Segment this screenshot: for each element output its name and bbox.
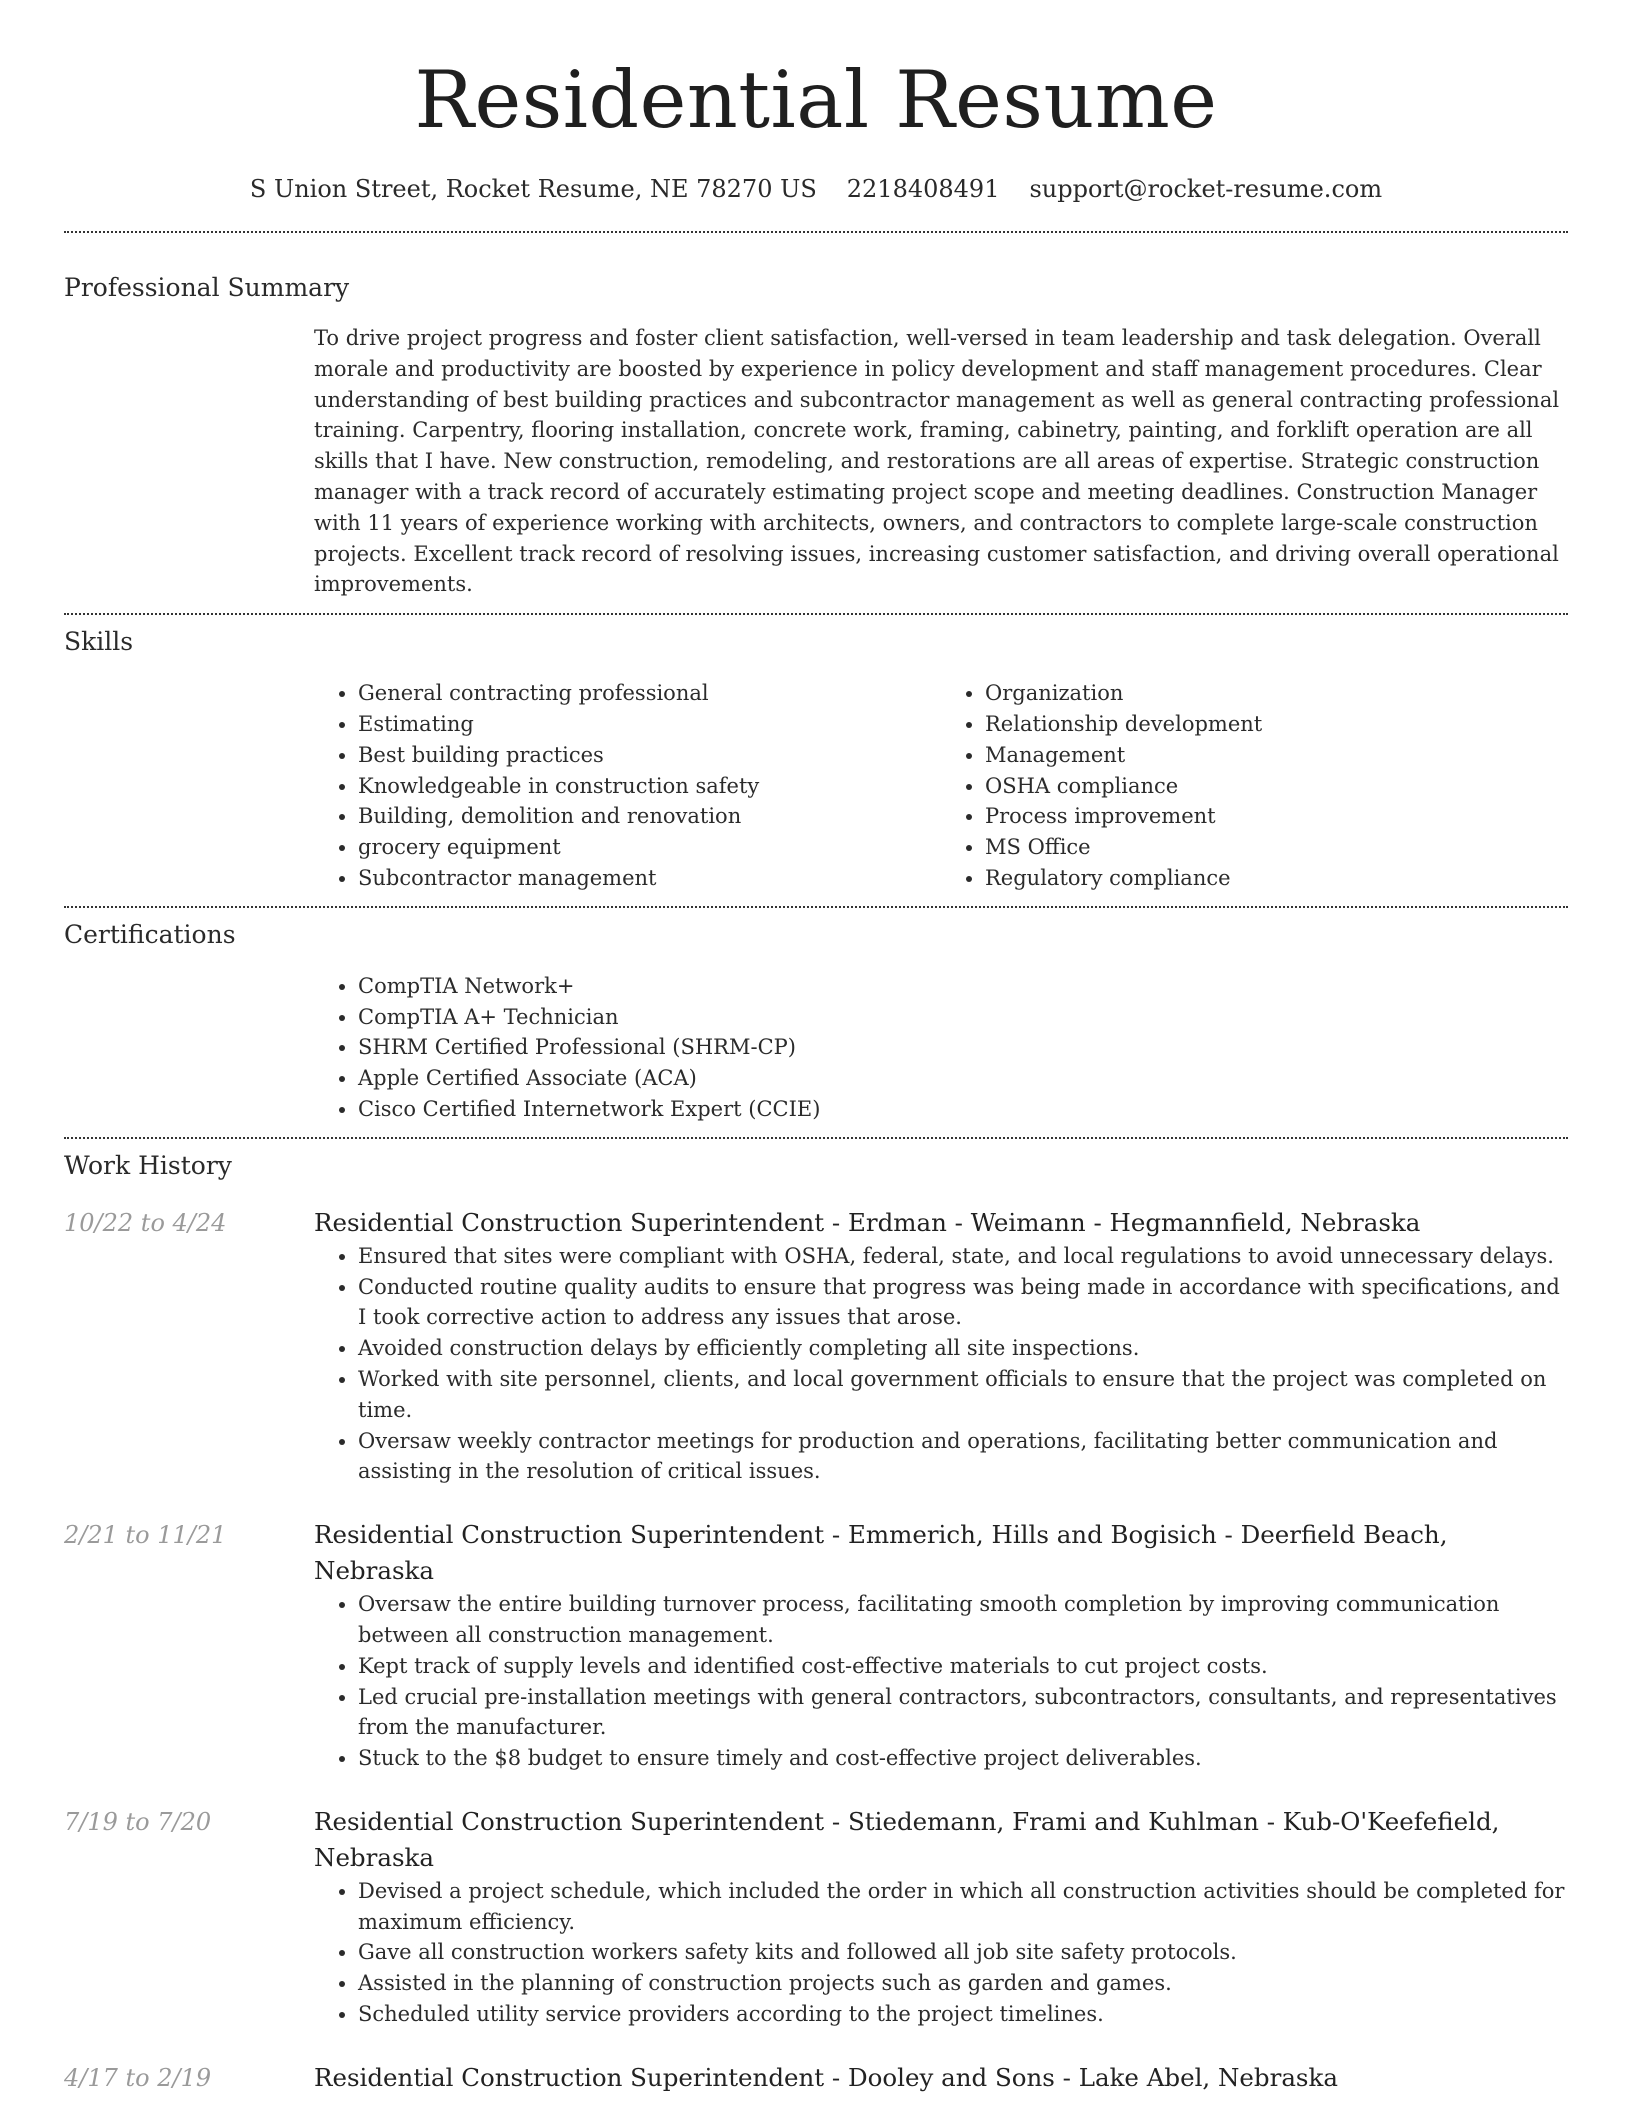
job-details [314, 1804, 1568, 2030]
work-heading: Work History [64, 1150, 232, 1180]
job-bullet: • Oversaw weekly contractor meetings for production and operations, facilitating better communication and assisting in the resolution of critical issues. [358, 1426, 1568, 1488]
job-title: Residential Construction Superintendent - Emmerich, Hills and Bogisich - Deerfield Beach, Nebraska [314, 1520, 1448, 1586]
section-divider [64, 1137, 1568, 1139]
skill-item: • Knowledgeable in construction safety [358, 771, 941, 802]
section-divider [64, 613, 1568, 615]
skills-list-right [941, 678, 1568, 894]
job-bullet: • Stuck to the $8 budget to ensure timely and cost-effective project deliverables. [358, 1743, 1568, 1774]
job-title: Residential Construction Superintendent - Stiedemann, Frami and Kuhlman - Kub-O'Keefefield, Nebraska [314, 1806, 1500, 1872]
job-bullet: • Kept track of supply levels and identified cost-effective materials to cut project costs. [358, 1651, 1568, 1682]
summary-text: To drive project progress and foster client satisfaction, well-versed in team leadership and task delegation. Overall morale and productivity are boosted by experience in policy development and staff management procedures. Clear understanding of best building practices and subcontractor management as well as general contracting professional training. Carpentry, flooring installation, concrete work, framing, cabinetry, painting, and forklift operation are all skills that I have. New construction, remodeling, and restorations are all areas of expertise. Strategic construction manager with a track record of accurately estimating project scope and meeting deadlines. Construction Manager with 11 years of experience working with architects, owners, and contractors to complete large-scale construction projects. Excellent track record of resolving issues, increasing customer satisfaction, and driving overall operational improvements. [314, 326, 1560, 597]
skill-item: • grocery equipment [358, 832, 941, 863]
job-entry [64, 1804, 1568, 2030]
certifications-heading: Certifications [64, 919, 236, 949]
skill-item: • Building, demolition and renovation [358, 801, 941, 832]
job-bullet: • Worked with site personnel, clients, and local government officials to ensure that the project was completed on time. [358, 1364, 1568, 1426]
job-bullet: • Gave all construction workers safety kits and followed all job site safety protocols. [358, 1937, 1568, 1968]
skills-section [0, 625, 1632, 894]
skill-item: • OSHA compliance [985, 771, 1568, 802]
job-title: Residential Construction Superintendent - Erdman - Weimann - Hegmannfield, Nebraska [314, 1207, 1421, 1237]
contact-phone: 2218408491 [846, 175, 1000, 203]
resume-title: Residential Resume [414, 54, 1218, 146]
skill-item: • Regulatory compliance [985, 863, 1568, 894]
skill-item: • MS Office [985, 832, 1568, 863]
contact-line [0, 172, 1632, 206]
contact-address: S Union Street, Rocket Resume, NE 78270 US [249, 175, 817, 203]
skill-item: • Organization [985, 678, 1568, 709]
job-bullet: • Avoided construction delays by efficiently completing all site inspections. [358, 1333, 1568, 1364]
certification-item: • CompTIA Network+ [358, 971, 1568, 1002]
job-dates: 2/21 to 11/21 [64, 1521, 227, 1550]
job-bullet: • Conducted routine quality audits to ensure that progress was being made in accordance with specifications, and I took corrective action to address any issues that arose. [358, 1272, 1568, 1334]
job-entry [64, 1517, 1568, 1774]
job-bullet: • Devised a project schedule, which included the order in which all construction activities should be completed for maximum efficiency. [358, 1876, 1568, 1938]
job-dates: 4/17 to 2/19 [64, 2063, 212, 2092]
job-bullet: • Scheduled utility service providers according to the project timelines. [358, 1999, 1568, 2030]
work-section [0, 1149, 1632, 2096]
contact-email: support@rocket-resume.com [1029, 175, 1383, 203]
job-bullet: • Oversaw the entire building turnover process, facilitating smooth completion by improving communication between all construction management. [358, 1589, 1568, 1651]
certification-item: • SHRM Certified Professional (SHRM-CP) [358, 1032, 1568, 1063]
job-bullet: • Assisted in the planning of construction projects such as garden and games. [358, 1968, 1568, 1999]
job-bullet: • Led crucial pre-installation meetings with general contractors, subcontractors, consultants, and representatives from the manufacturer. [358, 1682, 1568, 1744]
section-divider [64, 231, 1568, 233]
skill-item: • Estimating [358, 709, 941, 740]
certification-item: • Cisco Certified Internetwork Expert (CCIE) [358, 1094, 1568, 1125]
skills-list-left [314, 678, 941, 894]
summary-heading: Professional Summary [64, 273, 350, 302]
skills-heading: Skills [64, 627, 134, 657]
job-entry [64, 2060, 1568, 2096]
job-bullets [314, 1876, 1568, 2030]
skill-item: • Best building practices [358, 740, 941, 771]
job-details [314, 1517, 1568, 1774]
summary-section [0, 271, 1632, 600]
job-details [314, 1205, 1568, 1487]
job-bullets [314, 1589, 1568, 1774]
certifications-section [0, 918, 1632, 1125]
job-dates: 7/19 to 7/20 [64, 1807, 212, 1836]
skills-columns [314, 678, 1568, 894]
skill-item: • Relationship development [985, 709, 1568, 740]
job-details [314, 2060, 1568, 2096]
skill-item: • Subcontractor management [358, 863, 941, 894]
job-bullets [314, 1241, 1568, 1487]
certifications-list [314, 971, 1568, 1125]
certification-item: • CompTIA A+ Technician [358, 1002, 1568, 1033]
section-divider [64, 906, 1568, 908]
certifications-body [314, 971, 1568, 1125]
skill-item: • General contracting professional [358, 678, 941, 709]
skill-item: • Process improvement [985, 801, 1568, 832]
job-title: Residential Construction Superintendent - Dooley and Sons - Lake Abel, Nebraska [314, 2062, 1338, 2092]
job-bullet: • Ensured that sites were compliant with OSHA, federal, state, and local regulations to avoid unnecessary delays. [358, 1241, 1568, 1272]
job-entry [64, 1205, 1568, 1487]
certification-item: • Apple Certified Associate (ACA) [358, 1063, 1568, 1094]
job-dates: 10/22 to 4/24 [64, 1208, 227, 1237]
skill-item: • Management [985, 740, 1568, 771]
